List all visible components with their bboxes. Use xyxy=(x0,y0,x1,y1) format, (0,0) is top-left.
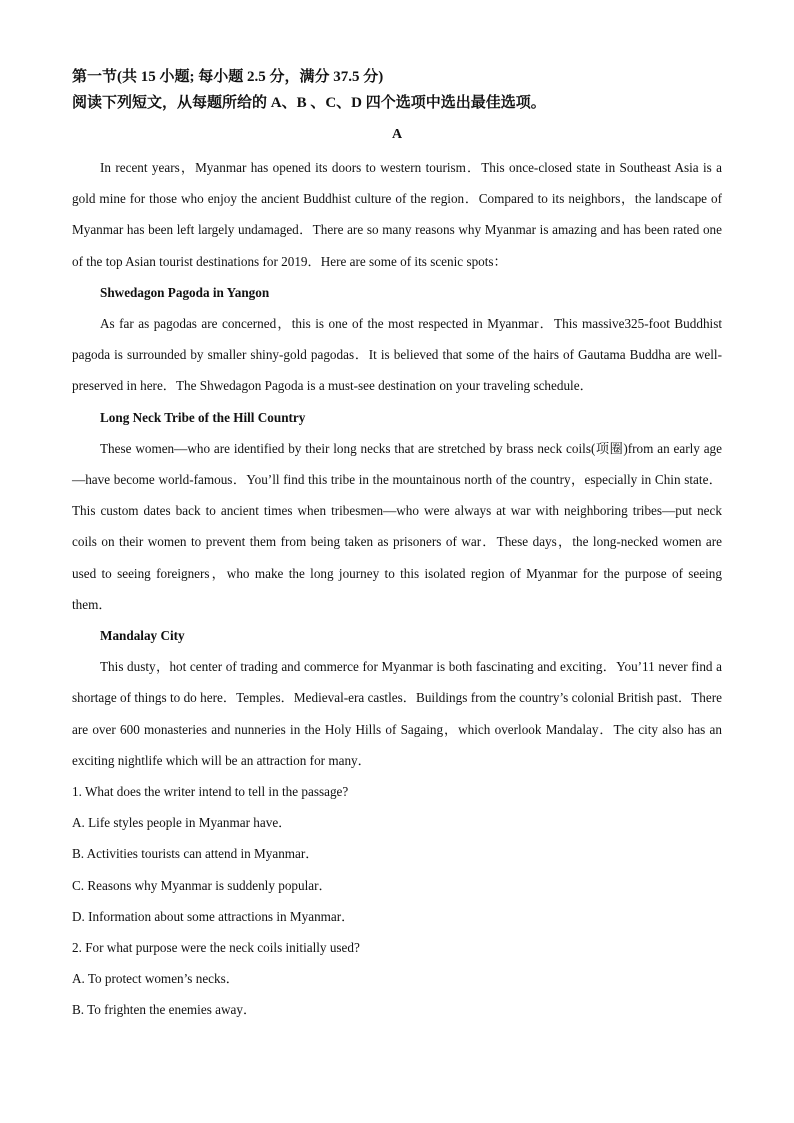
section-heading: 第一节(共 15 小题; 每小题 2.5 分，满分 37.5 分) xyxy=(72,69,384,85)
question-2-stem: 2. For what purpose were the neck coils initially used? xyxy=(72,940,360,956)
spot-title-mandalay: Mandalay City xyxy=(100,628,185,644)
question-2-option-b: B. To frighten the enemies away． xyxy=(72,1002,257,1018)
document-page xyxy=(72,64,722,1026)
question-1-option-a: A. Life styles people in Myanmar have． xyxy=(72,815,292,831)
spot-title-shwedagon: Shwedagon Pagoda in Yangon xyxy=(100,284,270,300)
section-instruction: 阅读下列短文，从每题所给的 A、B 、C、D 四个选项中选出最佳选项。 xyxy=(72,95,546,111)
spot-text-mandalay: This dusty，hot center of trading and commerce for Myanmar is both fascinating and exciting．You’11 never find a shortage of things to do here．Temples．Medieval-era castles．Buildings from the country’s colonial British past．There are over 600 monasteries and nunneries in the Holy Hills of Sagaing，which overlook Mandalay．The city also has an exciting nightlife which will be an attraction for many． xyxy=(72,659,722,768)
spot-text-shwedagon: As far as pagodas are concerned，this is one of the most respected in Myanmar．This massive325-foot Buddhist pagoda is surrounded by smaller shiny-gold pagodas．It is believed that some of the hairs of Gautama Buddha are well-preserved in here．The Shwedagon Pagoda is a must-see destination on your traveling schedule． xyxy=(72,316,722,394)
question-2-option-a: A. To protect women’s necks． xyxy=(72,971,239,987)
question-1-option-d: D. Information about some attractions in Myanmar． xyxy=(72,908,355,924)
passage-label: A xyxy=(391,127,403,142)
passage-intro: In recent years，Myanmar has opened its doors to western tourism．This once-closed state in Southeast Asia is a gold mine for those who enjoy the ancient Buddhist culture of the region．Compared to its neighbors，the landscape of Myanmar has been left largely undamaged．There are so many reasons why Myanmar is amazing and has been rated one of the top Asian tourist destinations for 2019．Here are some of its scenic spots： xyxy=(72,160,722,269)
question-1-stem: 1. What does the writer intend to tell in the passage? xyxy=(72,784,349,800)
question-1-option-c: C. Reasons why Myanmar is suddenly popular． xyxy=(72,877,332,893)
spot-title-long-neck-tribe: Long Neck Tribe of the Hill Country xyxy=(100,409,306,425)
questions xyxy=(72,776,722,1026)
spot-text-long-neck-tribe: These women—who are identified by their long necks that are stretched by brass neck coils(项圈)from an early age—have become world-famous．You’ll find this tribe in the mountainous north of the country，especially in Chin state．This custom dates back to ancient times when tribesmen—who were always at war with neighboring tribes—put neck coils on their women to prevent them from being taken as prisoners of war．These days，the long-necked women are used to seeing foreigners，who make the long journey to this isolated region of Myanmar for the purpose of seeing them． xyxy=(72,440,722,612)
question-1-option-b: B. Activities tourists can attend in Myanmar． xyxy=(72,846,319,862)
